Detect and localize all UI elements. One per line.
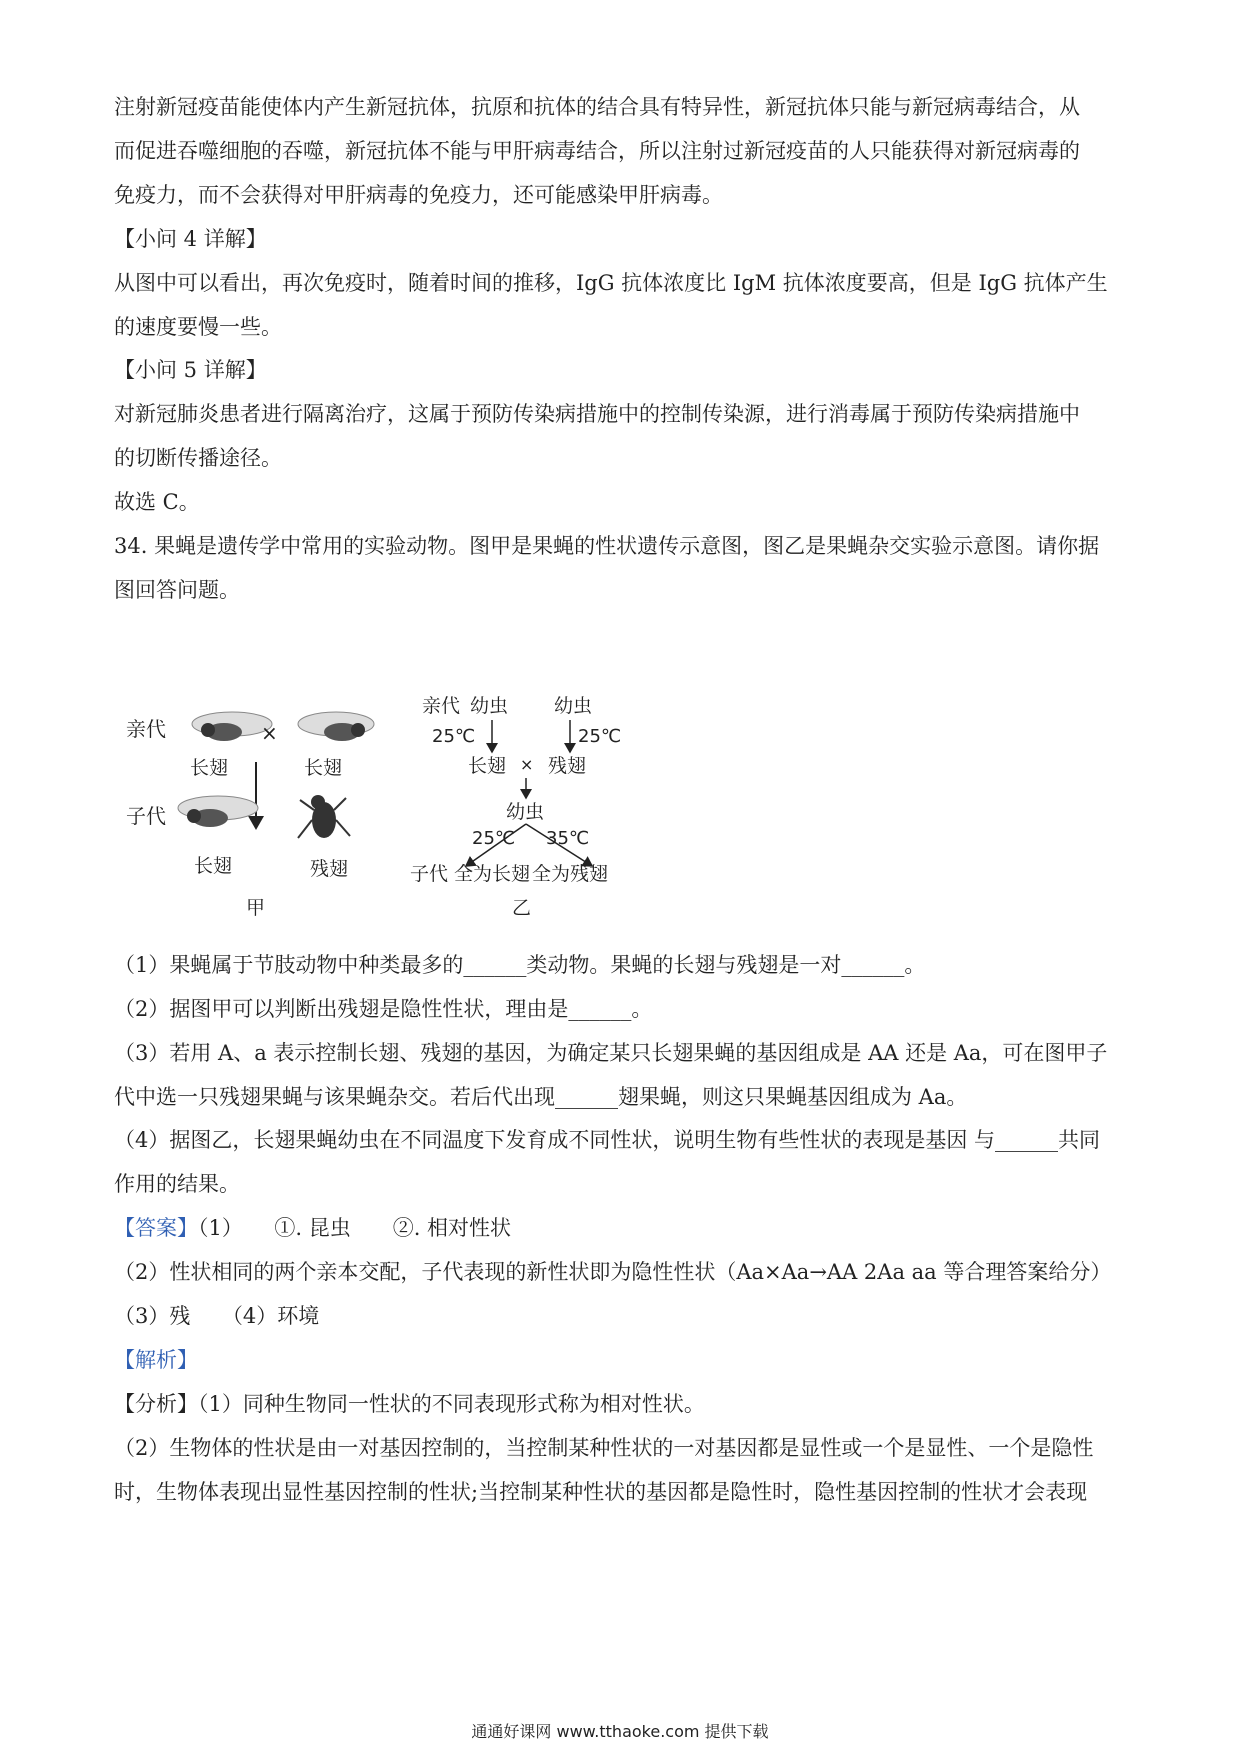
yi-larva-right: 幼虫: [554, 695, 593, 717]
text-line: 从图中可以看出，再次免疫时，随着时间的推移，IgG 抗体浓度比 IgM 抗体浓度要高，但是 IgG 抗体产生: [114, 271, 1108, 295]
analysis-label: 【解析】: [114, 1348, 198, 1372]
yi-result-a: 全为长翅: [454, 863, 531, 885]
question-item: （4）据图乙，长翅果蝇幼虫在不同温度下发育成不同性状，说明生物有些性状的表现是基因 与______共同: [114, 1128, 1101, 1152]
jia-child-left: 长翅: [194, 855, 233, 877]
yi-result-b: 全为残翅: [532, 863, 609, 885]
fruit-fly-figure: [114, 690, 694, 935]
yi-temp-b: 35℃: [546, 828, 590, 849]
question-item: 作用的结果。: [114, 1172, 240, 1196]
yi-caption: 乙: [512, 897, 532, 919]
section-heading: 【小问 4 详解】: [114, 227, 267, 251]
question-item: （3）若用 A、a 表示控制长翅、残翅的基因，为确定某只长翅果蝇的基因组成是 AA 还是 Aa，可在图甲子: [114, 1041, 1108, 1065]
text-line: 的切断传播途径。: [114, 446, 282, 470]
jia-caption: 甲: [246, 897, 266, 919]
jia-parent-label: 亲代: [126, 717, 166, 741]
yi-larva-mid: 幼虫: [506, 801, 545, 823]
analysis-line: 时，生物体表现出显性基因控制的性状;当控制某种性状的基因都是隐性时，隐性基因控制的性状才会表现: [114, 1480, 1088, 1504]
yi-temp-left: 25℃: [432, 726, 476, 747]
question-item: （2）据图甲可以判断出残翅是隐性性状，理由是______。: [114, 997, 653, 1021]
jia-parent-right: 长翅: [304, 757, 343, 779]
fly-short-wing-icon: [298, 795, 350, 838]
text-line: 故选 C。: [114, 490, 200, 514]
text-line: 而促进吞噬细胞的吞噬，新冠抗体不能与甲肝病毒结合，所以注射过新冠疫苗的人只能获得对新冠病毒的: [114, 139, 1080, 163]
yi-temp-right: 25℃: [578, 726, 622, 747]
yi-larva-left: 幼虫: [470, 695, 509, 717]
jia-parent-left: 长翅: [190, 757, 229, 779]
yi-long: 长翅: [468, 755, 507, 777]
question-item: （1）果蝇属于节肢动物中种类最多的______类动物。果蝇的长翅与残翅是一对______。: [114, 953, 926, 977]
answer-items: （1） ①. 昆虫 ②. 相对性状: [198, 1216, 512, 1240]
jia-cross: ×: [261, 721, 278, 745]
text-line: 注射新冠疫苗能使体内产生新冠抗体，抗原和抗体的结合具有特异性，新冠抗体只能与新冠病毒结合，从: [114, 95, 1080, 119]
question-item: 代中选一只残翅果蝇与该果蝇杂交。若后代出现______翅果蝇，则这只果蝇基因组成为 Aa。: [114, 1085, 968, 1109]
yi-parent-label: 亲代: [422, 695, 461, 717]
answer-line: [114, 1213, 1134, 1243]
yi-short: 残翅: [548, 755, 587, 777]
fly-long-wing-icon: [192, 712, 272, 741]
page-footer: 通通好课网 www.tthaoke.com 提供下载: [471, 1722, 769, 1741]
fly-long-wing-icon: [178, 796, 258, 827]
text-line: 对新冠肺炎患者进行隔离治疗，这属于预防传染病措施中的控制传染源，进行消毒属于预防传染病措施中: [114, 402, 1080, 426]
analysis-line: 【分析】（1）同种生物同一性状的不同表现形式称为相对性状。: [114, 1392, 705, 1416]
text-line: 免疫力，而不会获得对甲肝病毒的免疫力，还可能感染甲肝病毒。: [114, 183, 723, 207]
question-stem: 图回答问题。: [114, 578, 240, 602]
answer-line: （2）性状相同的两个亲本交配，子代表现的新性状即为隐性性状（Aa×Aa→AA 2Aa aa 等合理答案给分）: [114, 1260, 1112, 1284]
yi-cross: ×: [520, 755, 534, 774]
jia-child-label: 子代: [126, 804, 166, 828]
question-stem: 34. 果蝇是遗传学中常用的实验动物。图甲是果蝇的性状遗传示意图，图乙是果蝇杂交实验示意图。请你据: [114, 534, 1100, 558]
section-heading: 【小问 5 详解】: [114, 358, 267, 382]
fruit-fly-diagram: [114, 690, 694, 935]
text-line: 的速度要慢一些。: [114, 315, 282, 339]
analysis-line: （2）生物体的性状是由一对基因控制的，当控制某种性状的一对基因都是显性或一个是显性、一个是隐性: [114, 1436, 1094, 1460]
fly-long-wing-icon: [298, 712, 374, 741]
answer-line: （3）残 （4）环境: [114, 1304, 320, 1328]
yi-temp-a: 25℃: [472, 828, 516, 849]
jia-child-right: 残翅: [310, 858, 349, 880]
answer-label: 【答案】: [114, 1216, 198, 1240]
yi-child-label: 子代: [410, 863, 449, 885]
